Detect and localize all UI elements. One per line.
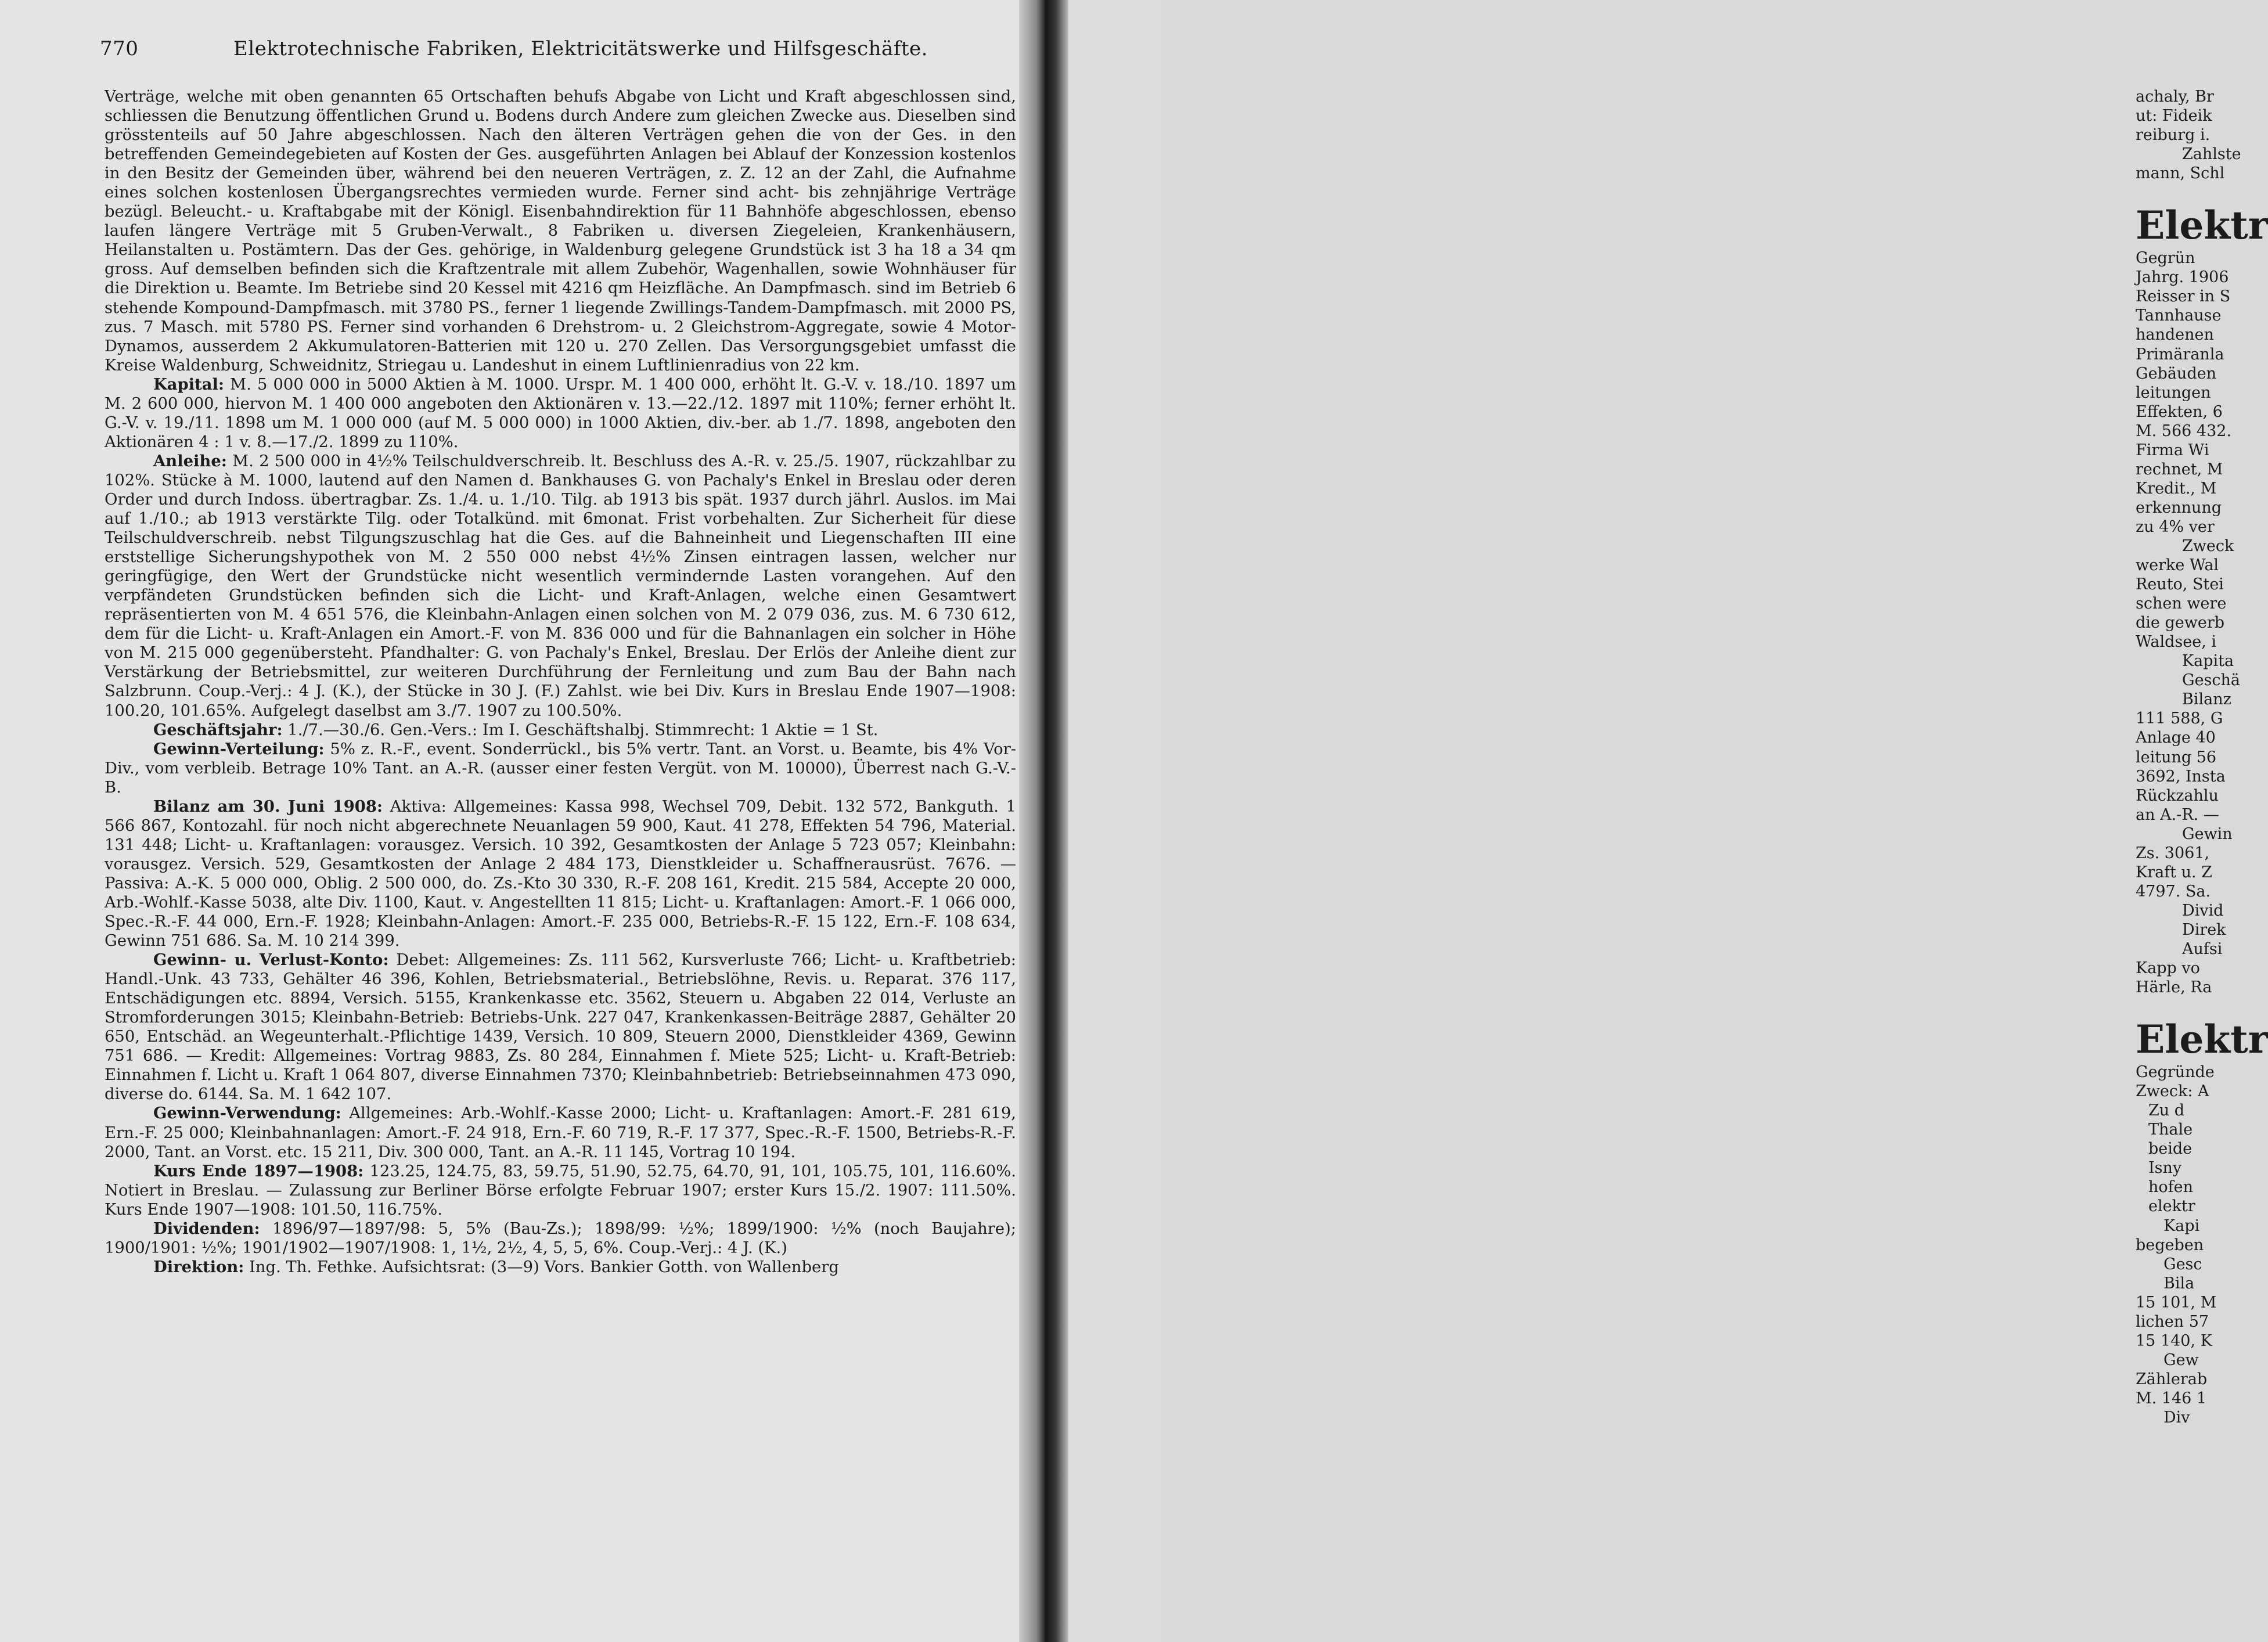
page-number: 770 (100, 37, 139, 60)
adjacent-line: leitung 56 (2136, 748, 2217, 766)
adjacent-line: Kapi (2163, 1216, 2200, 1235)
adjacent-line: Gesc (2163, 1255, 2202, 1273)
adjacent-line: Primäranla (2136, 345, 2224, 363)
paragraph-gewinn-verteilung (105, 740, 1016, 797)
adjacent-line: Gew (2163, 1351, 2199, 1369)
adjacent-line: Kapita (2182, 652, 2234, 671)
paragraph-text: 1896/97—1897/98: 5, 5% (Bau-Zs.); 1898/99: ½%; 1899/1900: ½% (noch Baujahre); 1900/1901: ½%; 1901/1902—1907/1908: 1, 1½, 2½, 4, 5, 5, 6%. Coup.-Verj.: 4 J. (K.) (105, 1219, 1016, 1257)
adjacent-line: Kraft u. Z (2136, 863, 2212, 881)
adjacent-line: Gebäuden (2136, 364, 2216, 383)
adjacent-line: Reuto, Stei (2136, 575, 2224, 594)
adjacent-line: leitungen (2136, 383, 2211, 402)
section-label: Gewinn-Verwendung: (153, 1104, 341, 1123)
paragraph-gewinn-verlust (105, 950, 1016, 1104)
adjacent-line: Zweck: A (2136, 1082, 2209, 1101)
paragraph-bilanz (105, 797, 1016, 950)
adjacent-heading: Elektr (2136, 1017, 2268, 1063)
paragraph-text: Debet: Allgemeines: Zs. 111 562, Kursverluste 766; Licht- u. Kraftbetrieb: Handl.-Unk. 43 733, Gehälter 46 396, Kohlen, Betriebsmaterial., Betriebslöhne, Revis. u. Reparat. 376 117, Entschädigungen etc. 8894, Versich. 5155, Krankenkasse etc. 3562, Steuern u. Abgaben 22 014, Verluste an Stromforderungen 3015; Kleinbahn-Betrieb: Betriebs-Unk. 227 047, Krankenkassen-Beiträge 2887, Gehälter 20 650, Entschäd. an Wegeunterhalt.-Pflichtige 1439, Versich. 10 809, Steuern 2000, Dienstkleider 4369, Gewinn 751 686. — Kredit: Allgemeines: Vortrag 9883, Zs. 80 284, Einnahmen f. Miete 525; Licht- u. Kraft-Betrieb: Einnahmen f. Licht u. Kraft 1 064 807, diverse Einnahmen 7370; Kleinbahnbetrieb: Betriebseinnahmen 473 090, diverse do. 6144. Sa. M. 1 642 107. (105, 951, 1017, 1104)
paragraph-kurs (105, 1162, 1016, 1219)
adjacent-line (2136, 183, 2240, 202)
adjacent-line: schen were (2136, 595, 2227, 613)
adjacent-line: Effekten, 6 (2136, 402, 2223, 421)
adjacent-line: Geschä (2182, 671, 2241, 690)
adjacent-page (1068, 0, 2268, 1642)
article-body (105, 87, 1016, 1277)
adjacent-line: die gewerb (2136, 614, 2225, 632)
adjacent-line: Rückzahlu (2136, 786, 2219, 805)
adjacent-line: Zweck (2182, 536, 2234, 555)
adjacent-line: Zs. 3061, (2136, 844, 2210, 862)
section-label: Direktion: (153, 1257, 244, 1276)
book-gutter (1019, 0, 1068, 1642)
adjacent-line: 15 140, K (2136, 1331, 2212, 1350)
adjacent-line: erkennung (2136, 498, 2222, 517)
paragraph-dividenden (105, 1219, 1016, 1258)
paragraph-direktion (105, 1258, 1016, 1277)
adjacent-line: Gegrün (2136, 249, 2195, 268)
adjacent-line: elektr (2148, 1197, 2195, 1216)
adjacent-line: Thale (2148, 1121, 2193, 1139)
adjacent-line: Zählerab (2136, 1370, 2208, 1388)
paragraph-text: Ing. Th. Fethke. Aufsichtsrat: (3—9) Vors. Bankier Gotth. von Wallenberg (249, 1258, 839, 1276)
paragraph-geschaeftsjahr (105, 721, 1016, 740)
paragraph-text: M. 2 500 000 in 4½% Teilschuldverschreib. lt. Beschluss des A.-R. v. 25./5. 1907, rückzahlbar zu 102%. Stücke à M. 1000, lautend auf den Namen d. Bankhauses G. von Pachaly's Enkel in Breslau oder deren Order und durch Indoss. übertragbar. Zs. 1./4. u. 1./10. Tilg. ab 1913 bis spät. 1937 durch jährl. Auslos. im Mai auf 1./10.; ab 1913 verstärkte Tilg. oder Totalkünd. mit 6monat. Frist vorbehalten. Zur Sicherheit für diese Teilschuldverschreib. nebst Tilgungszuschlag hat die Ges. auf die Bahneinheit und Liegenschaften III eine erststellige Sicherungshypothek von M. 2 550 000 nebst 4½% Zinsen eintragen lassen, welcher nur geringfügige, den Wert der Grundstücke nicht wesentlich vermindernde Lasten vorangehen. Auf den verpfändeten Grundstücken befinden sich die Licht- und Kraft-Anlagen, welche einen Gesamtwert repräsentierten von M. 4 651 576, die Kleinbahn-Anlagen einen solchen von M. 2 079 036, zus. M. 6 730 612, dem für die Licht- u. Kraft-Anlagen ein Amort.-F. von M. 836 000 und für die Bahnanlagen ein solcher in Höhe von M. 215 000 gegenübersteht. Pfandhalter: G. von Pachaly's Enkel, Breslau. Der Erlös der Anleihe dient zur Verstärkung der Betriebsmittel, zur weiteren Durchführung der Fernleitung und zum Bau der Bahn nach Salzbrunn. Coup.-Verj.: 4 J. (K.), der Stücke in 30 J. (F.) Zahlst. wie bei Div. Kurs in Breslau Ende 1907—1908: 100.20, 101.65%. Aufgelegt daselbst am 3./7. 1907 zu 100.50%. (105, 452, 1016, 720)
paragraph-text: 123.25, 124.75, 83, 59.75, 51.90, 52.75, 64.70, 91, 101, 105.75, 101, 116.60%. Notiert in Breslau. — Zulassung zur Berliner Börse erfolgte Februar 1907; erster Kurs 15./2. 1907: 111.50%. Kurs Ende 1907—1908: 101.50, 116.75%. (105, 1162, 1016, 1219)
paragraph-text: Verträge, welche mit oben genannten 65 Ortschaften behufs Abgabe von Licht und Kraft abgeschlossen sind, schliessen die Benutzung öffentlichen Grund u. Bodens durch Andere zum gleichen Zwecke aus. Dieselben sind grösstenteils auf 50 Jahre abgeschlossen. Nach den älteren Verträgen gehen die von der Ges. in den betreffenden Gemeindegebieten auf Kosten der Ges. ausgeführten Anlagen bei Ablauf der Konzession kostenlos in den Besitz der Gemeinden über, während bei den neueren Verträgen, z. Z. 12 an der Zahl, die Aufnahme eines solchen kostenlosen Übergangsrechtes vermieden wurde. Ferner sind acht- bis zehnjährige Verträge bezügl. Beleucht.- u. Kraftabgabe mit der Königl. Eisenbahndirektion für 11 Bahnhöfe abgeschlossen, ebenso laufen längere Verträge mit 5 Gruben-Verwalt., 8 Fabriken u. diversen Ziegeleien, Krankenhäusern, Heilanstalten u. Postämtern. Das der Ges. gehörige, in Waldenburg gelegene Grundstück ist 3 ha 18 a 34 qm gross. Auf demselben befinden sich die Kraftzentrale mit allem Zubehör, Wagenhallen, sowie Wohnhäuser für die Direktion u. Beamte. Im Betriebe sind 20 Kessel mit 4216 qm Heizfläche. An Dampfmasch. sind im Betrieb 6 stehende Kompound-Dampfmasch. mit 3780 PS., ferner 1 liegende Zwillings-Tandem-Dampfmasch. mit 2000 PS, zus. 7 Masch. mit 5780 PS. Ferner sind vorhanden 6 Drehstrom- u. 2 Gleichstrom-Aggregate, sowie 4 Motor-Dynamos, ausserdem 2 Akkumulatoren-Batterien mit 120 u. 270 Zellen. Das Versorgungsgebiet umfasst die Kreise Waldenburg, Schweidnitz, Striegau u. Landeshut in einem Luftlinienradius von 22 km. (105, 88, 1016, 375)
adjacent-line: begeben (2136, 1236, 2204, 1254)
adjacent-line (2136, 997, 2240, 1016)
adjacent-line: 111 588, G (2136, 710, 2223, 728)
adjacent-line: mann, Schl (2136, 164, 2225, 183)
adjacent-line: Zu d (2148, 1101, 2185, 1120)
paragraph-text: Allgemeines: Arb.-Wohlf.-Kasse 2000; Licht- u. Kraftanlagen: Amort.-F. 281 619, Ern.-F. 25 000; Kleinbahnanlagen: Amort.-F. 24 918, Ern.-F. 60 719, R.-F. 17 377, Spec.-R.-F. 1500, Betriebs-R.-F. 2000, Tant. an Vorst. etc. 15 211, Div. 300 000, Tant. an A.-R. 11 145, Vortrag 10 194. (105, 1104, 1016, 1161)
adjacent-line: Isny (2148, 1159, 2182, 1178)
adjacent-line: Waldsee, i (2136, 633, 2217, 651)
section-label: Gewinn-Verteilung: (153, 739, 325, 758)
section-label: Gewinn- u. Verlust-Konto: (153, 950, 389, 970)
adjacent-heading: Elektr (2136, 203, 2268, 249)
paragraph-intro (105, 87, 1016, 375)
section-label: Geschäftsjahr: (153, 720, 283, 739)
paragraph-text: Aktiva: Allgemeines: Kassa 998, Wechsel 709, Debit. 132 572, Bankguth. 1 566 867, Kontozahl. für noch nicht abgerechnete Neuanlagen 59 900, Kaut. 41 278, Effekten 54 796, Material. 131 448; Licht- u. Kraftanlagen: vorausgez. Versich. 10 392, Gesamtkosten der Anlage 5 723 057; Kleinbahn: vorausgez. Versich. 529, Gesamtkosten der Anlage 2 484 173, Dienstkleider u. Schaffnerausrüst. 7676. — Passiva: A.-K. 5 000 000, Oblig. 2 500 000, do. Zs.-Kto 30 330, R.-F. 208 161, Kredit. 215 584, Accepte 20 000, Arb.-Wohlf.-Kasse 5038, alte Div. 1100, Kaut. v. Angestellten 11 815; Licht- u. Kraftanlagen: Amort.-F. 1 066 000, Spec.-R.-F. 44 000, Ern.-F. 1928; Kleinbahn-Anlagen: Amort.-F. 235 000, Betriebs-R.-F. 15 122, Ern.-F. 108 634, Gewinn 751 686. Sa. M. 10 214 399. (105, 797, 1016, 950)
adjacent-line: Tannhause (2136, 307, 2222, 325)
paragraph-gewinn-verwendung (105, 1104, 1016, 1161)
adjacent-line: Divid (2182, 901, 2224, 920)
section-label: Dividenden: (153, 1219, 260, 1238)
adjacent-line: Gegründe (2136, 1063, 2215, 1082)
paragraph-text: M. 5 000 000 in 5000 Aktien à M. 1000. Urspr. M. 1 400 000, erhöht lt. G.-V. v. 18./10. 1897 um M. 2 600 000, hiervon M. 1 400 000 angeboten den Aktionären v. 13.—22./12. 1897 mit 110%; ferner erhöht lt. G.-V. v. 19./11. 1898 um M. 1 000 000 (auf M. 5 000 000) in 1000 Aktien, div.-ber. ab 1./7. 1898, angeboten den Aktionären 4 : 1 v. 8.—17./2. 1899 zu 110%. (105, 375, 1016, 451)
adjacent-line: Anlage 40 (2136, 729, 2216, 747)
adjacent-line: rechnet, M (2136, 460, 2223, 478)
section-label: Kurs Ende 1897—1908: (153, 1161, 364, 1180)
section-label: Bilanz am 30. Juni 1908: (153, 797, 383, 816)
running-title: Elektrotechnische Fabriken, Elektricitätswerke und Hilfsgeschäfte. (233, 37, 928, 60)
adjacent-line: lichen 57 (2136, 1312, 2209, 1331)
adjacent-line: Härle, Ra (2136, 978, 2212, 997)
scanned-page (0, 0, 1019, 1642)
adjacent-line: hofen (2148, 1178, 2194, 1197)
adjacent-line: an A.-R. — (2136, 805, 2219, 824)
adjacent-line: Direk (2182, 920, 2226, 939)
adjacent-page-text (2136, 87, 2268, 1427)
adjacent-line: Kredit., M (2136, 479, 2217, 498)
adjacent-line: Div (2163, 1409, 2190, 1427)
adjacent-line: handenen (2136, 326, 2214, 344)
paragraph-text: 5% z. R.-F., event. Sonderrückl., bis 5% vertr. Tant. an Vorst. u. Beamte, bis 4% Vor-Div., vom verbleib. Betrage 10% Tant. an A.-R. (ausser einer festen Vergüt. von M. 10000), Überrest nach G.-V.-B. (105, 740, 1016, 797)
adjacent-line: Bilanz (2182, 690, 2231, 709)
adjacent-line: Bila (2163, 1274, 2195, 1292)
page-header (100, 37, 1006, 60)
adjacent-line: 4797. Sa. (2136, 882, 2211, 901)
adjacent-line: Aufsi (2182, 939, 2223, 958)
adjacent-line: zu 4% ver (2136, 517, 2215, 536)
adjacent-line: 15 101, M (2136, 1293, 2217, 1312)
section-label: Kapital: (153, 375, 225, 394)
adjacent-line: Gewin (2182, 824, 2233, 843)
adjacent-line: M. 146 1 (2136, 1389, 2207, 1407)
adjacent-line: M. 566 432. (2136, 422, 2232, 440)
adjacent-line: 3692, Insta (2136, 767, 2226, 786)
adjacent-line: beide (2148, 1140, 2193, 1158)
adjacent-line: Zahlste (2182, 145, 2241, 164)
adjacent-line: ut: Fideik (2136, 107, 2212, 125)
adjacent-line: werke Wal (2136, 556, 2219, 575)
adjacent-line: Firma Wi (2136, 441, 2209, 459)
paragraph-kapital (105, 375, 1016, 452)
adjacent-line: Jahrg. 1906 (2136, 268, 2229, 287)
adjacent-line: Kapp vo (2136, 959, 2200, 978)
paragraph-anleihe (105, 452, 1016, 721)
adjacent-line: reiburg i. (2136, 126, 2211, 145)
paragraph-text: 1./7.—30./6. Gen.-Vers.: Im I. Geschäftshalbj. Stimmrecht: 1 Aktie = 1 St. (287, 721, 879, 739)
adjacent-line: Reisser in S (2136, 287, 2231, 306)
section-label: Anleihe: (153, 451, 227, 470)
adjacent-line: achaly, Br (2136, 88, 2214, 106)
